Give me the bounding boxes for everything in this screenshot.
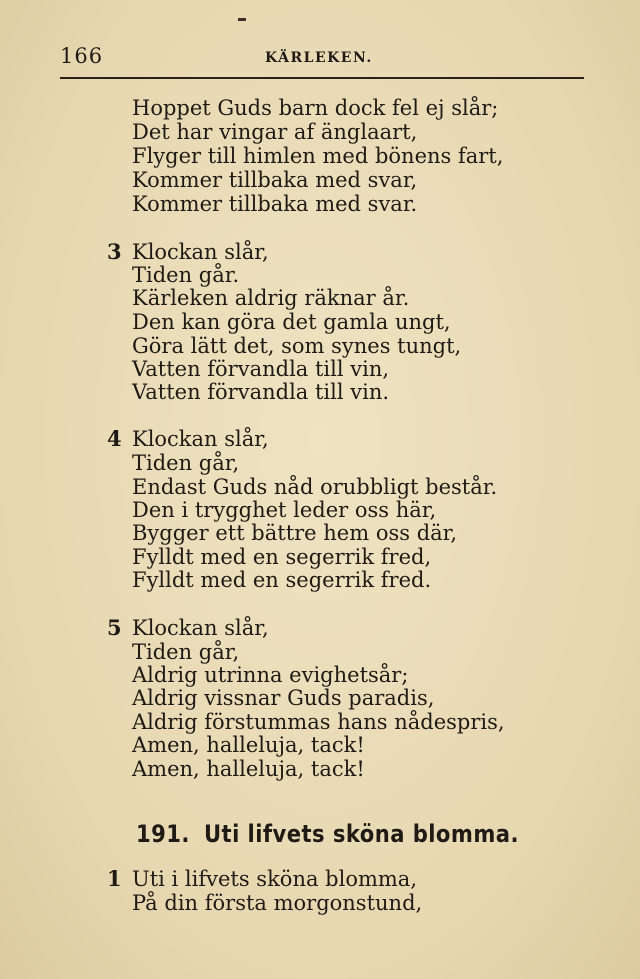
verse-line: Vatten förvandla till vin. xyxy=(132,380,390,404)
verse-line: Kommer tillbaka med svar. xyxy=(132,192,418,216)
header-rule xyxy=(60,77,584,79)
verse-line: Hoppet Guds barn dock fel ej slår; xyxy=(132,96,499,120)
verse-line: Amen, halleluja, tack! xyxy=(132,757,365,781)
verse-line: Vatten förvandla till vin, xyxy=(132,357,390,381)
verse-line: Den kan göra det gamla ungt, xyxy=(132,310,451,334)
verse-line: Bygger ett bättre hem oss där, xyxy=(132,521,458,545)
verse-line: Aldrig förstummas hans nådespris, xyxy=(132,710,505,734)
verse-number: 4 xyxy=(107,426,122,451)
verse-line: Tiden går, xyxy=(132,640,240,664)
verse-line: På din första morgonstund, xyxy=(132,891,423,915)
verse-line: Fylldt med en segerrik fred, xyxy=(132,545,432,569)
hymn-number: 191. xyxy=(136,820,190,848)
verse-line: Flyger till himlen med bönens fart, xyxy=(132,144,504,168)
verse-number: 1 xyxy=(107,866,122,891)
hymn-heading xyxy=(136,820,519,848)
verse-line: Tiden går. xyxy=(132,263,240,287)
page-number: 166 xyxy=(60,44,104,68)
verse-line: Den i trygghet leder oss här, xyxy=(132,498,437,522)
verse-line: Endast Guds nåd orubbligt består. xyxy=(132,475,498,499)
verse-line: Klockan slår, xyxy=(132,427,269,451)
verse-line: Fylldt med en segerrik fred. xyxy=(132,568,432,592)
verse-line: Amen, halleluja, tack! xyxy=(132,733,365,757)
page-header xyxy=(60,44,584,74)
verse-line: Det har vingar af änglaart, xyxy=(132,120,418,144)
verse-line: Klockan slår, xyxy=(132,240,269,264)
hymn-title: Uti lifvets sköna blomma. xyxy=(203,820,519,848)
verse-line: Göra lätt det, som synes tungt, xyxy=(132,334,462,358)
verse-line: Aldrig utrinna evighetsår; xyxy=(132,663,409,687)
running-title: KÄRLEKEN. xyxy=(265,50,373,66)
verse-number: 5 xyxy=(107,615,122,640)
verse-line: Klockan slår, xyxy=(132,616,269,640)
verse-line: Tiden går, xyxy=(132,451,240,475)
verse-line: Kärleken aldrig räknar år. xyxy=(132,286,410,310)
verse-line: Kommer tillbaka med svar, xyxy=(132,168,418,192)
verse-line: Uti i lifvets sköna blomma, xyxy=(132,867,417,891)
print-mark xyxy=(238,18,246,21)
verse-number: 3 xyxy=(107,239,122,264)
verse-line: Aldrig vissnar Guds paradis, xyxy=(132,686,435,710)
